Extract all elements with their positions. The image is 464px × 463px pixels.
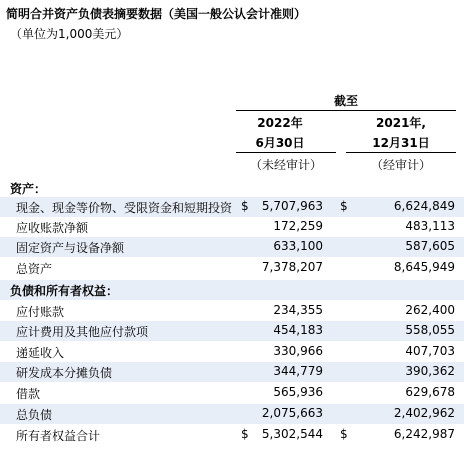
value-2022: 5,707,963 <box>261 199 323 213</box>
value-2022: 7,378,207 <box>261 260 323 274</box>
value-2022: 454,183 <box>273 323 323 337</box>
value-2021: 558,055 <box>405 323 455 337</box>
value-2021: 390,362 <box>405 364 455 378</box>
value-2022: 565,936 <box>273 385 323 399</box>
value-2022: 172,259 <box>273 219 323 233</box>
col1-date: 6月30日 <box>255 136 305 150</box>
table-row <box>0 258 464 278</box>
section-assets-label: 资产： <box>10 182 47 196</box>
table-row <box>0 321 464 341</box>
value-2022: 344,779 <box>273 364 323 378</box>
col1-year: 2022年 <box>257 116 303 130</box>
currency-symbol: $ <box>340 427 348 441</box>
value-2021: 6,624,849 <box>393 199 455 213</box>
row-label: 所有者权益合计 <box>16 429 101 443</box>
value-2021: 8,645,949 <box>393 260 455 274</box>
value-2021: 483,113 <box>405 219 455 233</box>
table-row <box>0 404 464 424</box>
table-row <box>0 342 464 362</box>
value-2021: 6,242,987 <box>393 427 455 441</box>
currency-symbol: $ <box>241 427 249 441</box>
report-title: 简明合并资产负债表摘要数据（美国一般公认会计准则） <box>6 7 307 21</box>
value-2021: 407,703 <box>405 344 455 358</box>
col2-audit-note: （经审计） <box>370 158 431 172</box>
row-label: 应付账款 <box>16 305 65 319</box>
value-2021: 629,678 <box>405 385 455 399</box>
as-of-header: 截至 <box>333 94 358 108</box>
section-liabilities-label: 负债和所有者权益： <box>10 284 119 298</box>
section-liabilities-row <box>0 280 464 300</box>
col1-audit-note: （未经审计） <box>249 158 322 172</box>
value-2021: 2,402,962 <box>393 406 455 420</box>
table-row <box>0 362 464 382</box>
col2-date: 12月31日 <box>372 136 430 150</box>
value-2022: 2,075,663 <box>261 406 323 420</box>
row-label: 研发成本分摊负债 <box>16 366 113 380</box>
row-label: 应计费用及其他应付款项 <box>16 325 149 339</box>
col1-rule <box>236 152 336 153</box>
row-label: 总负债 <box>16 408 53 422</box>
unit-note: （单位为1,000美元） <box>10 27 129 41</box>
row-label: 固定资产与设备净额 <box>16 241 125 255</box>
row-label: 应收账款净额 <box>16 221 89 235</box>
table-row <box>0 425 464 445</box>
currency-symbol: $ <box>241 199 249 213</box>
row-label: 总资产 <box>16 262 53 276</box>
value-2021: 587,605 <box>405 239 455 253</box>
col2-year: 2021年, <box>376 116 426 130</box>
table-row <box>0 301 464 321</box>
value-2022: 234,355 <box>273 303 323 317</box>
header-rule-top <box>236 110 456 111</box>
row-label: 递延收入 <box>16 346 65 360</box>
row-label: 借款 <box>16 387 41 401</box>
table-row <box>0 217 464 237</box>
col2-rule <box>346 152 456 153</box>
currency-symbol: $ <box>340 199 348 213</box>
table-row <box>0 237 464 257</box>
table-row <box>0 197 464 217</box>
value-2021: 262,400 <box>405 303 455 317</box>
section-assets-row <box>0 178 464 198</box>
value-2022: 330,966 <box>273 344 323 358</box>
row-label: 现金、现金等价物、受限资金和短期投资 <box>16 201 233 215</box>
value-2022: 5,302,544 <box>261 427 323 441</box>
value-2022: 633,100 <box>273 239 323 253</box>
table-row <box>0 383 464 403</box>
